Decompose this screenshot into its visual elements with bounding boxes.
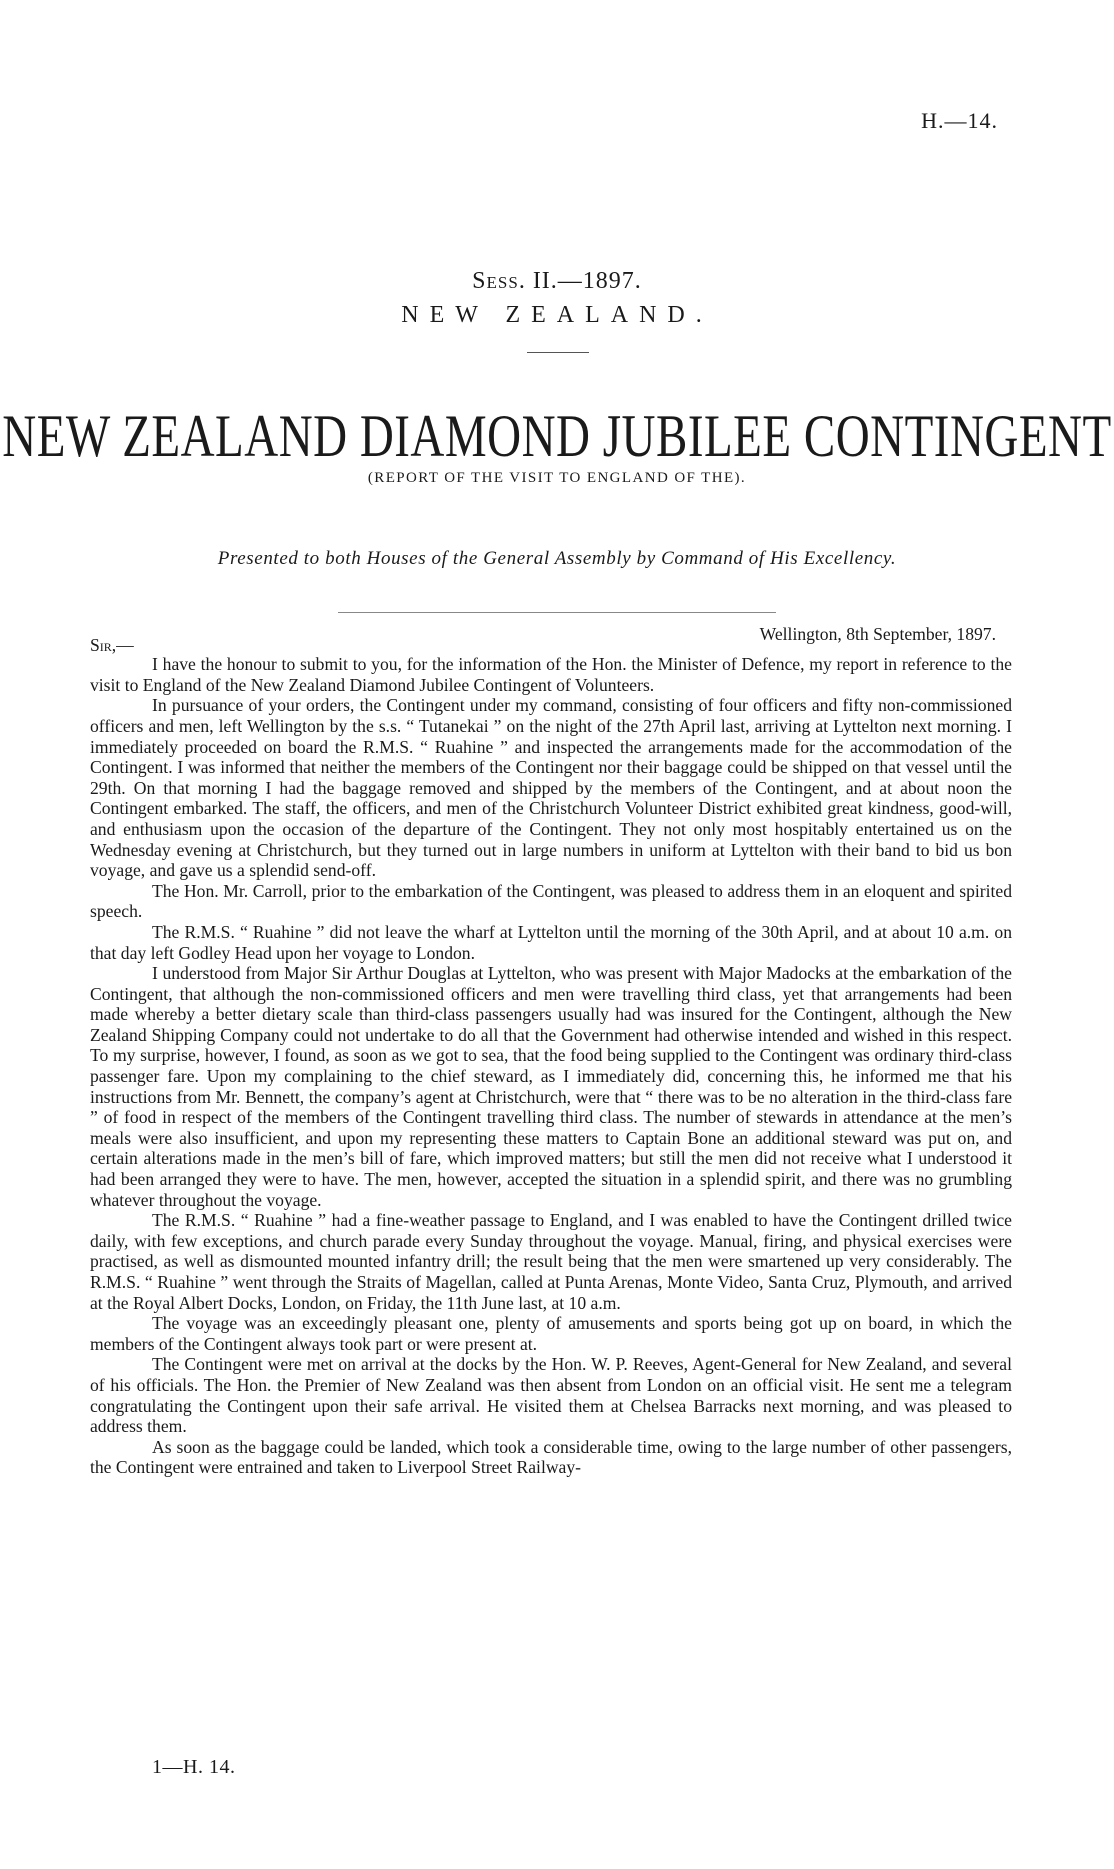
letter-salutation: Sir,— xyxy=(90,634,134,655)
paragraph: The R.M.S. “ Ruahine ” did not leave the wharf at Lyttelton until the morning of the 30th April, and at about 10 a.m. on that day left Godley Head upon her voyage to London. xyxy=(90,921,1012,963)
footer-reference: 1—H. 14. xyxy=(152,1756,236,1778)
letter-date: Wellington, 8th September, 1897. xyxy=(759,624,996,644)
presentation-line: Presented to both Houses of the General Assembly by Command of His Excellency. xyxy=(217,548,897,569)
page-reference: H.—14. xyxy=(921,108,998,133)
paragraph: The voyage was an exceedingly pleasant one, plenty of amusements and sports being got up on board, in which the members of the Contingent always took part or were present at. xyxy=(90,1313,1012,1354)
paragraph: The Contingent were met on arrival at the docks by the Hon. W. P. Reeves, Agent-General for New Zealand, and several of his officials. The Hon. the Premier of New Zealand was then absent from London on an official visit. He sent me a telegram congratulating the Contingent upon their safe arrival. He visited them at Chelsea Barracks next morning, and was pleased to address them. xyxy=(90,1354,1012,1437)
session-heading: Sess. II.—1897. xyxy=(472,268,642,294)
paragraph: In pursuance of your orders, the Contingent under my command, consisting of four officers and fifty non-commissioned officers and men, left Wellington by the s.s. “ Tutanekai ” on the night of the 27th April last, arriving at Lyttelton next morning. I immediately proceeded on board the R.M.S. “ Ruahine ” and inspected the arrangements made for the accommodation of the Contingent. I was informed that neither the members of the Contingent nor their baggage could be shipped on that vessel until the 29th. On that morning I had the baggage removed and shipped by the members of the Contingent, and at about noon the Contingent embarked. The staff, the officers, and men of the Christchurch Volunteer District exhibited great kindness, good-will, and enthusiasm upon the occasion of the departure of the Contingent. They not only most hospitably entertained us on the Wednesday evening at Christchurch, but they turned out in large numbers in uniform at Lyttelton with their band to bid us bon voyage, and gave us a splendid send-off. xyxy=(90,695,1012,881)
document-title: NEW ZEALAND DIAMOND JUBILEE CONTINGENT xyxy=(2,403,1112,470)
paragraph: I understood from Major Sir Arthur Douglas at Lyttelton, who was present with Major Madocks at the embarkation of the Contingent, that although the non-commissioned officers and men were travelling third class, yet that arrangements had been made whereby a better dietary scale than third-class passengers usually had was insured for the Contingent, although the New Zealand Shipping Company could not undertake to do all that the Government had otherwise intended and wished in this respect. To my surprise, however, I found, as soon as we got to sea, that the food being supplied to the Contingent was ordinary third-class passenger fare. Upon my complaining to the chief steward, as I immediately did, concerning this, he informed me that his instructions from Mr. Bennett, the company’s agent at Christchurch, were that “ there was to be no alteration in the third-class fare ” of food in respect of the members of the Contingent travelling third class. The number of stewards in attendance at the men’s meals were also insufficient, and upon my representing these matters to Captain Bone an additional steward was put on, and certain alterations made in the men’s bill of fare, which improved matters; but still the men did not receive what I understood it had been arranged they were to have. The men, however, accepted the situation in a splendid spirit, and there was no grumbling whatever throughout the voyage. xyxy=(90,963,1012,1210)
paragraph: I have the honour to submit to you, for the information of the Hon. the Minister of Defence, my report in reference to the visit to England of the New Zealand Diamond Jubilee Contingent of Volunteers. xyxy=(90,654,1012,695)
paragraph: The R.M.S. “ Ruahine ” had a fine-weather passage to England, and I was enabled to have the Contingent drilled twice daily, with few exceptions, and church parade every Sunday throughout the voyage. Manual, firing, and physical exercises were practised, as well as dismounted mounted infantry drill; the result being that the men were smartened up very considerably. The R.M.S. “ Ruahine ” went through the Straits of Magellan, called at Punta Arenas, Monte Video, Santa Cruz, Plymouth, and arrived at the Royal Albert Docks, London, on Friday, the 11th June last, at 10 a.m. xyxy=(90,1210,1012,1313)
paragraph: The Hon. Mr. Carroll, prior to the embarkation of the Contingent, was pleased to address them in an eloquent and spirited speech. xyxy=(90,880,1012,922)
letter-body xyxy=(90,624,1012,1478)
country-heading: NEW ZEALAND. xyxy=(401,302,713,328)
document-subtitle: (REPORT OF THE VISIT TO ENGLAND OF THE). xyxy=(367,470,747,486)
divider-long xyxy=(338,612,776,613)
divider-short xyxy=(527,352,589,353)
paragraph: As soon as the baggage could be landed, which took a considerable time, owing to the large number of other passengers, the Contingent were entrained and taken to Liverpool Street Railway- xyxy=(90,1436,1012,1478)
